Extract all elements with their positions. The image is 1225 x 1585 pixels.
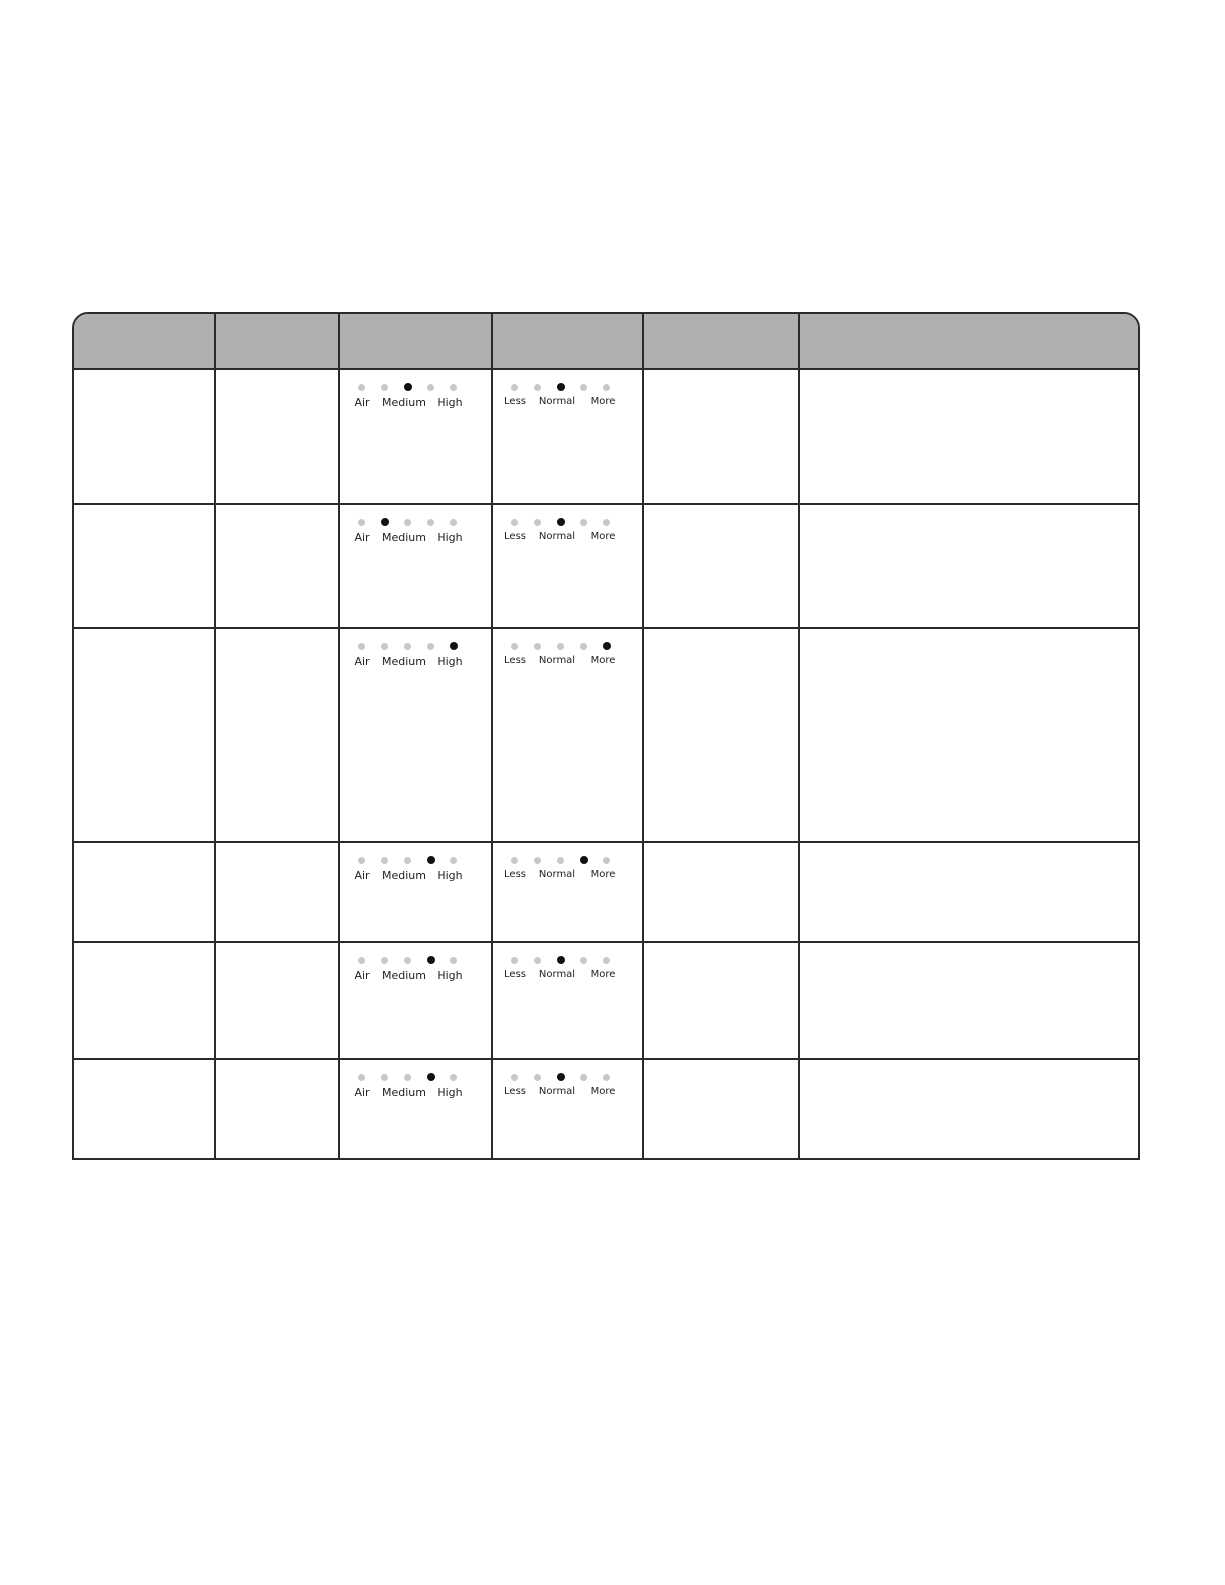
- power-dot: [450, 384, 457, 391]
- power-dot: [381, 643, 388, 650]
- amount-dot: [580, 1074, 587, 1081]
- amount-label-less: Less: [504, 396, 526, 407]
- amount-scale: [504, 515, 629, 545]
- power-dot: [358, 643, 365, 650]
- table-row: [74, 505, 1138, 629]
- power-label-medium: Medium: [382, 869, 426, 882]
- power-label-high: High: [437, 531, 463, 544]
- table-cell: [800, 843, 1140, 941]
- header-col-5: [644, 314, 800, 368]
- amount-scale: [504, 380, 629, 410]
- amount-dot: [511, 957, 518, 964]
- power-scale: [354, 1070, 476, 1100]
- amount-dot: [603, 857, 610, 864]
- power-label-medium: Medium: [382, 1086, 426, 1099]
- amount-label-less: Less: [504, 531, 526, 542]
- amount-scale: [504, 1070, 629, 1100]
- amount-label-less: Less: [504, 969, 526, 980]
- amount-dot-selected: [557, 518, 565, 526]
- power-dot: [404, 519, 411, 526]
- power-dot-selected: [427, 956, 435, 964]
- amount-dot: [603, 519, 610, 526]
- power-dot: [450, 1074, 457, 1081]
- table-cell: [644, 843, 800, 941]
- power-label-high: High: [437, 969, 463, 982]
- power-label-medium: Medium: [382, 396, 426, 409]
- header-col-1: [74, 314, 216, 368]
- amount-dot: [534, 957, 541, 964]
- amount-dot: [534, 519, 541, 526]
- power-label-air: Air: [354, 969, 370, 982]
- amount-dot-selected: [603, 642, 611, 650]
- power-scale: [354, 380, 476, 410]
- power-dot: [381, 957, 388, 964]
- amount-label-more: More: [590, 869, 616, 880]
- amount-dot: [603, 1074, 610, 1081]
- header-col-power: [340, 314, 493, 368]
- amount-scale: [504, 639, 629, 669]
- power-scale: [354, 953, 476, 983]
- amount-scale: [504, 853, 629, 883]
- amount-dot: [603, 384, 610, 391]
- amount-label-more: More: [590, 1086, 616, 1097]
- table-cell: [340, 843, 493, 941]
- header-col-2: [216, 314, 340, 368]
- power-dot: [381, 384, 388, 391]
- table-cell: [800, 1060, 1140, 1160]
- amount-dot: [511, 857, 518, 864]
- amount-label-more: More: [590, 531, 616, 542]
- amount-label-normal: Normal: [538, 1086, 576, 1097]
- table-cell: [493, 505, 644, 627]
- power-dot-selected: [450, 642, 458, 650]
- table-cell: [74, 370, 216, 503]
- amount-label-more: More: [590, 969, 616, 980]
- power-label-medium: Medium: [382, 655, 426, 668]
- power-scale: [354, 515, 476, 545]
- amount-dot-selected: [557, 1073, 565, 1081]
- table-cell: [340, 1060, 493, 1160]
- table-cell: [74, 1060, 216, 1160]
- power-dot: [450, 957, 457, 964]
- table-header: [74, 314, 1138, 370]
- power-scale: [354, 853, 476, 883]
- power-dot: [358, 384, 365, 391]
- amount-label-less: Less: [504, 655, 526, 666]
- table-cell: [644, 943, 800, 1058]
- power-dot: [358, 957, 365, 964]
- amount-label-normal: Normal: [538, 655, 576, 666]
- amount-label-less: Less: [504, 869, 526, 880]
- table-cell: [644, 505, 800, 627]
- table-cell: [216, 843, 340, 941]
- table-cell: [493, 843, 644, 941]
- table-row: [74, 370, 1138, 505]
- table-cell: [216, 1060, 340, 1160]
- table-cell: [74, 629, 216, 841]
- amount-dot: [511, 519, 518, 526]
- table-cell: [340, 505, 493, 627]
- power-label-air: Air: [354, 1086, 370, 1099]
- power-dot-selected: [404, 383, 412, 391]
- amount-label-normal: Normal: [538, 396, 576, 407]
- table-cell: [340, 629, 493, 841]
- amount-dot: [580, 384, 587, 391]
- power-dot-selected: [427, 1073, 435, 1081]
- table-row: [74, 843, 1138, 943]
- amount-label-less: Less: [504, 1086, 526, 1097]
- power-scale: [354, 639, 476, 669]
- power-dot: [381, 857, 388, 864]
- table-cell: [493, 629, 644, 841]
- power-dot-selected: [427, 856, 435, 864]
- amount-dot-selected: [557, 956, 565, 964]
- amount-label-normal: Normal: [538, 531, 576, 542]
- table-row: [74, 1060, 1138, 1160]
- amount-label-normal: Normal: [538, 869, 576, 880]
- power-label-high: High: [437, 396, 463, 409]
- table-cell: [74, 505, 216, 627]
- table-cell: [216, 370, 340, 503]
- amount-dot: [511, 1074, 518, 1081]
- power-label-medium: Medium: [382, 969, 426, 982]
- table-cell: [493, 1060, 644, 1160]
- table-cell: [74, 943, 216, 1058]
- amount-dot: [534, 857, 541, 864]
- power-dot: [404, 1074, 411, 1081]
- power-dot: [427, 643, 434, 650]
- power-dot: [381, 1074, 388, 1081]
- table-row: [74, 943, 1138, 1060]
- amount-dot: [511, 384, 518, 391]
- power-dot-selected: [381, 518, 389, 526]
- table-cell: [644, 370, 800, 503]
- table-cell: [493, 943, 644, 1058]
- power-dot: [358, 519, 365, 526]
- table-cell: [800, 370, 1140, 503]
- amount-dot: [534, 643, 541, 650]
- power-dot: [427, 384, 434, 391]
- amount-dot: [534, 1074, 541, 1081]
- amount-dot-selected: [580, 856, 588, 864]
- table-cell: [340, 370, 493, 503]
- table-cell: [340, 943, 493, 1058]
- table-cell: [800, 505, 1140, 627]
- amount-dot: [580, 957, 587, 964]
- table-row: [74, 629, 1138, 843]
- table-cell: [644, 629, 800, 841]
- table-cell: [644, 1060, 800, 1160]
- amount-dot: [580, 519, 587, 526]
- power-label-air: Air: [354, 869, 370, 882]
- power-dot: [404, 643, 411, 650]
- amount-dot: [603, 957, 610, 964]
- amount-scale: [504, 953, 629, 983]
- power-label-air: Air: [354, 655, 370, 668]
- amount-label-more: More: [590, 655, 616, 666]
- power-label-air: Air: [354, 531, 370, 544]
- header-col-amount: [493, 314, 644, 368]
- power-label-high: High: [437, 1086, 463, 1099]
- power-label-high: High: [437, 869, 463, 882]
- power-dot: [450, 519, 457, 526]
- table-cell: [800, 943, 1140, 1058]
- table-cell: [216, 943, 340, 1058]
- settings-table: [72, 312, 1140, 1160]
- table-cell: [216, 629, 340, 841]
- amount-dot-selected: [557, 383, 565, 391]
- table-cell: [216, 505, 340, 627]
- power-label-medium: Medium: [382, 531, 426, 544]
- power-dot: [404, 857, 411, 864]
- power-dot: [358, 1074, 365, 1081]
- table-cell: [74, 843, 216, 941]
- amount-label-normal: Normal: [538, 969, 576, 980]
- power-label-high: High: [437, 655, 463, 668]
- amount-dot: [580, 643, 587, 650]
- amount-dot: [557, 857, 564, 864]
- header-col-notes: [800, 314, 1140, 368]
- amount-dot: [557, 643, 564, 650]
- power-dot: [358, 857, 365, 864]
- amount-dot: [511, 643, 518, 650]
- power-label-air: Air: [354, 396, 370, 409]
- amount-dot: [534, 384, 541, 391]
- amount-label-more: More: [590, 396, 616, 407]
- power-dot: [450, 857, 457, 864]
- power-dot: [427, 519, 434, 526]
- table-cell: [493, 370, 644, 503]
- power-dot: [404, 957, 411, 964]
- table-cell: [800, 629, 1140, 841]
